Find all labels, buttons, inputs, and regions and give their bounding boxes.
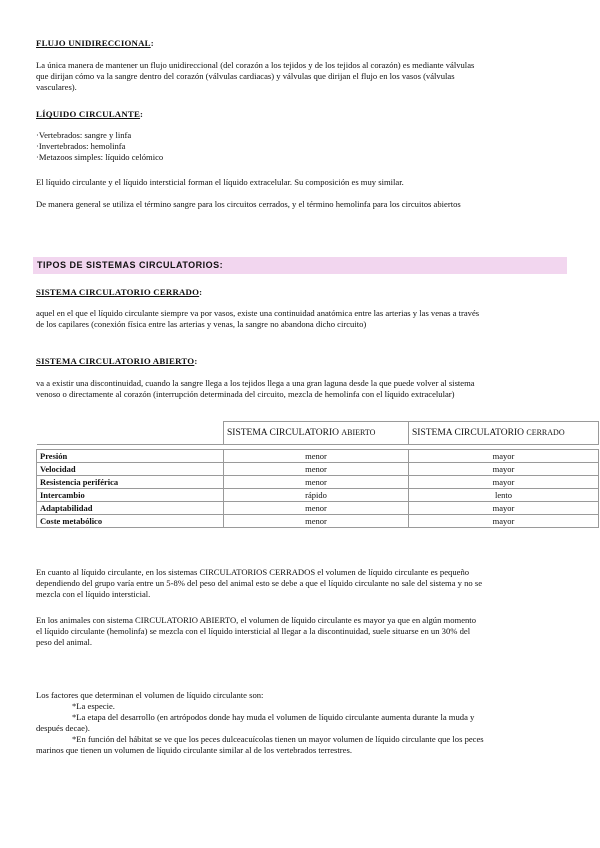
heading-liquido xyxy=(36,109,566,120)
paragraph-factores xyxy=(36,690,566,756)
text-line: De manera general se utiliza el término sangre para los circuitos cerrados, y el término hemolinfa para los circuitos abiertos xyxy=(36,199,461,209)
col-header-cerrado xyxy=(409,422,599,445)
table-row xyxy=(37,489,599,502)
paragraph-cerrado xyxy=(36,308,566,330)
table-row xyxy=(37,515,599,528)
text-line: el líquido circulante (hemolinfa) se mezcla con el líquido intersticial al llegar a la discontinuidad, suele situarse en un 30% del xyxy=(36,626,471,636)
list-liquidos xyxy=(36,130,566,163)
text-line: venoso o directamente al corazón (interrupción determinada del circuito, mezcla de hemolinfa con el líquido extracelular) xyxy=(36,389,455,399)
heading-suffix: : xyxy=(150,38,154,48)
table-row xyxy=(37,476,599,489)
cell-abierto: menor xyxy=(224,450,409,463)
text-line: dependiendo del grupo varía entre un 5-8% del peso del animal esto se debe a que el líquido circulante no sale del sistema y no se xyxy=(36,578,483,588)
list-item: *En función del hábitat se ve que los peces dulceacuícolas tienen un mayor volumen de líquido circulante que los peces xyxy=(72,734,484,744)
table-header-row xyxy=(37,422,599,445)
text-line: de los capilares (conexión física entre las arterias y venas, la sangre no abandona dicho circuito) xyxy=(36,319,367,329)
cell-cerrado: mayor xyxy=(409,502,599,515)
paragraph-liquido-1 xyxy=(36,177,566,188)
text-line: En los animales con sistema CIRCULATORIO ABIERTO, el volumen de líquido circulante es mayor ya que en algún momento xyxy=(36,615,476,625)
list-item: *La etapa del desarrollo (en artrópodos donde hay muda el volumen de líquido circulante aumenta durante la muda y xyxy=(72,712,475,722)
col-header-main: SISTEMA CIRCULATORIO xyxy=(227,428,342,438)
heading-suffix: : xyxy=(194,356,198,366)
paragraph-abierto xyxy=(36,378,566,400)
list-item: ·Metazoos simples: líquido celómico xyxy=(36,152,164,162)
row-label: Intercambio xyxy=(37,489,224,502)
paragraph-volumen-abiertos xyxy=(36,615,566,648)
cell-cerrado: mayor xyxy=(409,450,599,463)
row-label: Adaptabilidad xyxy=(37,502,224,515)
text-line: La única manera de mantener un flujo unidireccional (del corazón a los tejidos y de los tejidos al corazón) es mediante válvulas xyxy=(36,60,475,70)
list-item: *La especie. xyxy=(72,701,115,711)
col-header-main: SISTEMA CIRCULATORIO xyxy=(412,428,527,438)
cell-abierto: menor xyxy=(224,476,409,489)
cell-abierto: menor xyxy=(224,463,409,476)
text-line: El líquido circulante y el líquido intersticial forman el líquido extracelular. Su composición es muy similar. xyxy=(36,177,404,187)
heading-suffix: : xyxy=(140,109,144,119)
row-label: Coste metabólico xyxy=(37,515,224,528)
text-line: va a existir una discontinuidad, cuando la sangre llega a los tejidos llega a una gran laguna desde la que puede volver al sistema xyxy=(36,378,475,388)
list-item: marinos que tienen un volumen de líquido circulante similar al de los vertebrados terrestres. xyxy=(36,745,352,755)
col-header-small: ABIERTO xyxy=(341,428,376,437)
table-row xyxy=(37,502,599,515)
text-line: En cuanto al líquido circulante, en los sistemas CIRCULATORIOS CERRADOS el volumen de líquido circulante es pequeño xyxy=(36,567,470,577)
text-line: que dirijan cómo va la sangre dentro del corazón (válvulas cardiacas) y válvulas que dirijan el flujo en los vasos (válvulas xyxy=(36,71,455,81)
list-item: ·Invertebrados: hemolinfa xyxy=(36,141,126,151)
table-row xyxy=(37,463,599,476)
text-line: Los factores que determinan el volumen de líquido circulante son: xyxy=(36,690,264,700)
col-header-abierto xyxy=(224,422,409,445)
text-line: vasculares). xyxy=(36,82,77,92)
col-header-small: CERRADO xyxy=(526,428,565,437)
heading-liquido-text: LÍQUIDO CIRCULANTE xyxy=(36,109,141,119)
row-label: Presión xyxy=(37,450,224,463)
heading-flujo-text: FLUJO UNIDIRECCIONAL xyxy=(36,38,151,48)
heading-cerrado-text: SISTEMA CIRCULATORIO CERRADO xyxy=(36,287,200,297)
heading-suffix: : xyxy=(199,287,203,297)
table-row xyxy=(37,450,599,463)
row-label: Velocidad xyxy=(37,463,224,476)
text-line: aquel en el que el líquido circulante siempre va por vasos, existe una continuidad anatómica entre las arterias y las venas a través xyxy=(36,308,480,318)
paragraph-volumen-cerrados xyxy=(36,567,566,600)
text-line: mezcla con el líquido intersticial. xyxy=(36,589,151,599)
section-title: TIPOS DE SISTEMAS CIRCULATORIOS: xyxy=(37,260,224,270)
table-corner xyxy=(37,422,224,445)
list-item: ·Vertebrados: sangre y linfa xyxy=(36,130,132,140)
heading-abierto-text: SISTEMA CIRCULATORIO ABIERTO xyxy=(36,356,195,366)
section-title-bar xyxy=(33,256,567,274)
heading-abierto xyxy=(36,356,566,367)
heading-cerrado xyxy=(36,287,566,298)
cell-abierto: rápido xyxy=(224,489,409,502)
paragraph-liquido-2 xyxy=(36,199,566,210)
list-item: después decae). xyxy=(36,723,90,733)
heading-flujo xyxy=(36,38,566,49)
row-label: Resistencia periférica xyxy=(37,476,224,489)
cell-abierto: menor xyxy=(224,515,409,528)
cell-cerrado: mayor xyxy=(409,463,599,476)
cell-abierto: menor xyxy=(224,502,409,515)
cell-cerrado: lento xyxy=(409,489,599,502)
paragraph-flujo xyxy=(36,60,566,93)
cell-cerrado: mayor xyxy=(409,515,599,528)
cell-cerrado: mayor xyxy=(409,476,599,489)
comparison-table xyxy=(36,421,599,528)
text-line: peso del animal. xyxy=(36,637,93,647)
